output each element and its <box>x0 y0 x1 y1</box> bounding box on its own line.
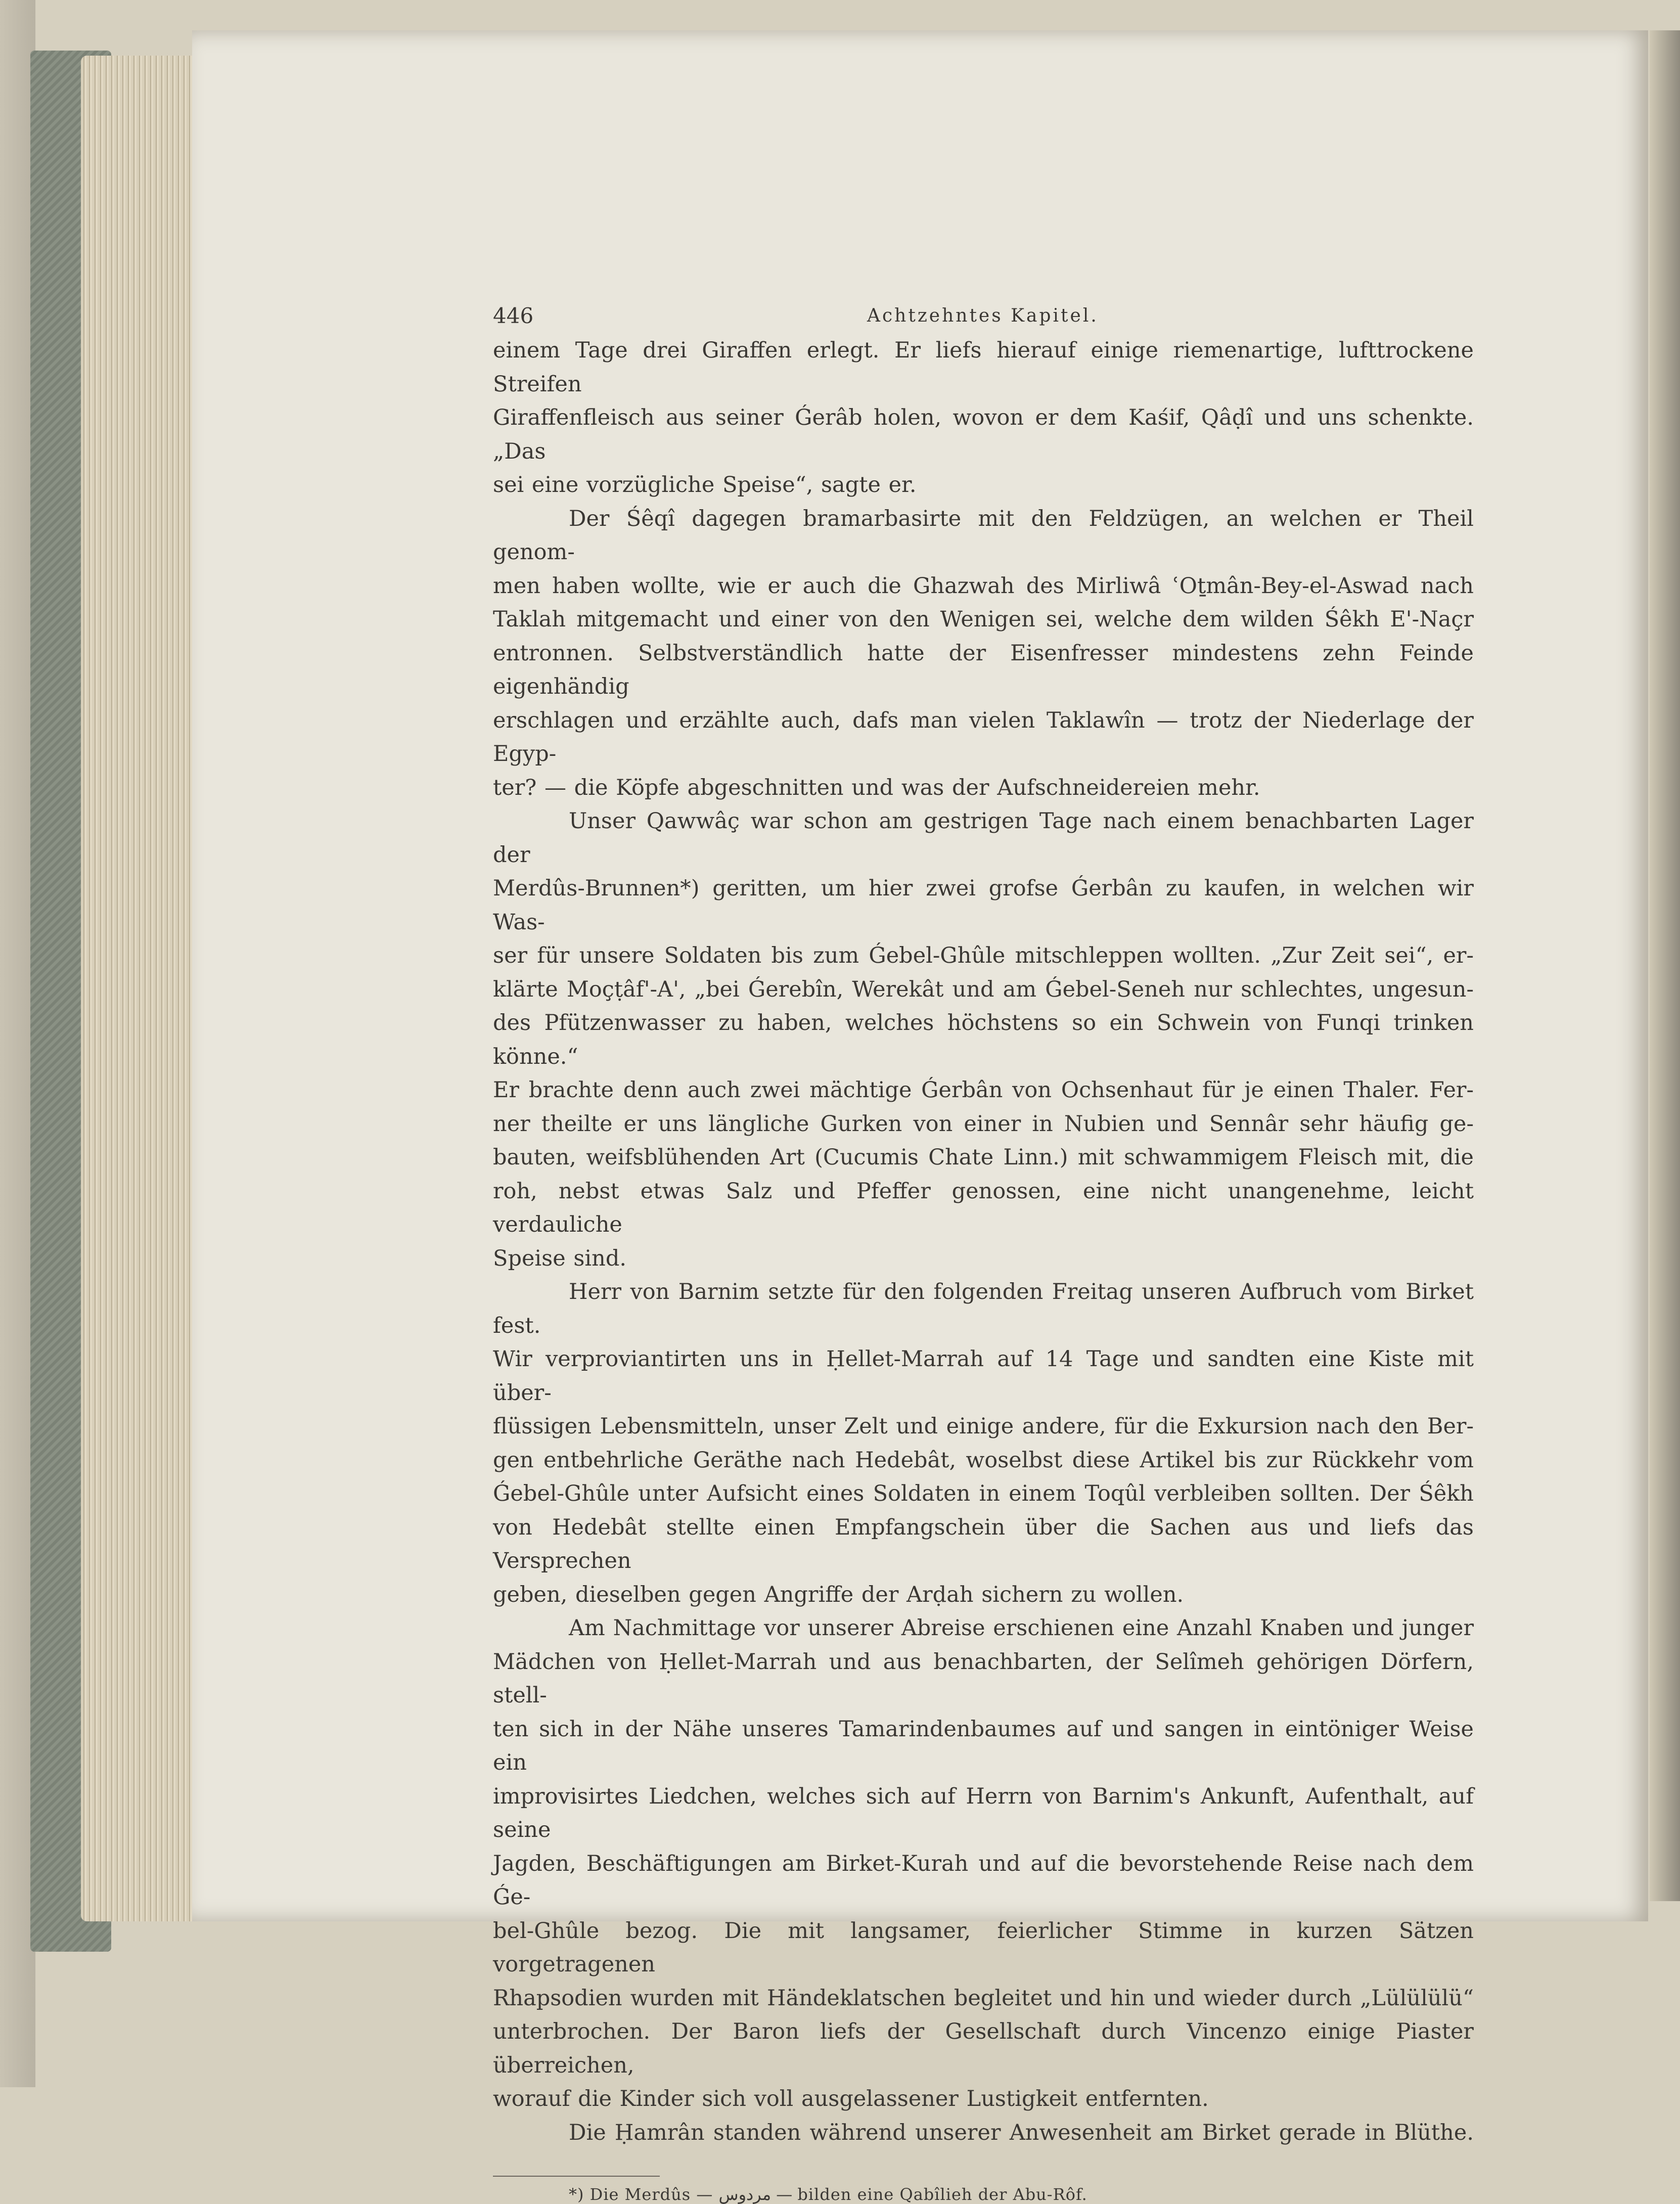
text-line: Am Nachmittage vor unserer Abreise erschienen eine Anzahl Knaben und junger <box>569 1615 1474 1641</box>
footnote: *) Die Merdûs — مردوس — bilden eine Qabîlieh der Abu-Rôf. <box>569 2185 1087 2204</box>
text-line: Unser Qawwâç war schon am gestrigen Tage nach einem benachbarten Lager der <box>493 808 1474 868</box>
running-head <box>493 303 1474 334</box>
text-line: bauten, weifsblühenden Art (Cucumis Chate Linn.) mit schwammigem Fleisch mit, die <box>493 1145 1474 1170</box>
text-line: Der Śêqî dagegen bramarbasirte mit den Feldzügen, an welchen er Theil genom- <box>493 506 1474 565</box>
page-gutter-shadow <box>1650 30 1680 1901</box>
text-line: erschlagen und erzählte auch, dafs man vielen Taklawîn — trotz der Niederlage der Egyp- <box>493 707 1474 767</box>
page-number: 446 <box>493 303 534 328</box>
text-line: roh, nebst etwas Salz und Pfeffer genossen, eine nicht unangenehme, leicht verdauliche <box>493 1178 1474 1237</box>
text-line: worauf die Kinder sich voll ausgelassener Lustigkeit entfernten. <box>493 2086 1209 2111</box>
text-line: flüssigen Lebensmitteln, unser Zelt und einige andere, für die Exkursion nach den Ber- <box>493 1414 1474 1439</box>
text-block <box>493 303 1474 2204</box>
text-line: geben, dieselben gegen Angriffe der Arḍah sichern zu wollen. <box>493 1582 1184 1607</box>
text-line: Mädchen von Ḥellet-Marrah und aus benachbarten, der Selîmeh gehörigen Dörfern, stell- <box>493 1649 1474 1708</box>
text-line: Jagden, Beschäftigungen am Birket-Kurah und auf die bevorstehende Reise nach dem Ǵe- <box>493 1851 1474 1910</box>
text-line: unterbrochen. Der Baron liefs der Gesellschaft durch Vincenzo einige Piaster überreichen, <box>493 2019 1474 2078</box>
chapter-title: Achtzehntes Kapitel. <box>867 305 1099 326</box>
text-line: improvisirtes Liedchen, welches sich auf Herrn von Barnim's Ankunft, Aufenthalt, auf seine <box>493 1783 1474 1842</box>
text-line: sei eine vorzügliche Speise“, sagte er. <box>493 472 917 498</box>
text-line: ter? — die Köpfe abgeschnitten und was der Aufschneidereien mehr. <box>493 775 1260 800</box>
text-line: gen entbehrliche Geräthe nach Hedebât, woselbst diese Artikel bis zur Rückkehr vom <box>493 1447 1474 1473</box>
text-line: Die Ḥamrân standen während unserer Anwesenheit am Birket gerade in Blüthe. <box>569 2120 1474 2145</box>
text-line: Merdûs-Brunnen*) geritten, um hier zwei grofse Ǵerbân zu kaufen, in welchen wir Was- <box>493 876 1474 935</box>
text-line: ten sich in der Nähe unseres Tamarindenbaumes auf und sangen in eintöniger Weise ein <box>493 1716 1474 1775</box>
text-line: Herr von Barnim setzte für den folgenden Freitag unseren Aufbruch vom Birket fest. <box>493 1279 1474 1338</box>
text-line: Wir verproviantirten uns in Ḥellet-Marrah auf 14 Tage und sandten eine Kiste mit über- <box>493 1346 1474 1406</box>
text-line: Ǵebel-Ghûle unter Aufsicht eines Soldaten in einem Toqûl verbleiben sollten. Der Śêkh <box>493 1481 1474 1506</box>
text-line: entronnen. Selbstverständlich hatte der Eisenfresser mindestens zehn Feinde eigenhändig <box>493 640 1474 699</box>
text-line: Giraffenfleisch aus seiner Ǵerâb holen, wovon er dem Kaśif, Qâḍî und uns schenkte. „Das <box>493 405 1474 464</box>
text-line: ner theilte er uns längliche Gurken von einer in Nubien und Sennâr sehr häufig ge- <box>493 1111 1474 1137</box>
body-text <box>493 334 1474 2149</box>
text-line: Taklah mitgemacht und einer von den Wenigen sei, welche dem wilden Śêkh E'-Naçr <box>493 607 1474 632</box>
text-line: Speise sind. <box>493 1245 627 1271</box>
text-line: ser für unsere Soldaten bis zum Ǵebel-Ghûle mitschleppen wollten. „Zur Zeit sei“, er- <box>493 943 1474 968</box>
text-line: bel-Ghûle bezog. Die mit langsamer, feierlicher Stimme in kurzen Sätzen vorgetragenen <box>493 1918 1474 1977</box>
text-line: von Hedebât stellte einen Empfangschein über die Sachen aus und liefs das Versprechen <box>493 1514 1474 1573</box>
footnote-rule <box>493 2176 660 2177</box>
text-line: einem Tage drei Giraffen erlegt. Er liefs hierauf einige riemenartige, lufttrockene Streifen <box>493 338 1474 397</box>
text-line: des Pfützenwasser zu haben, welches höchstens so ein Schwein von Funqi trinken könne.“ <box>493 1010 1474 1069</box>
text-line: klärte Moçṭâf'-A', „bei Ǵerebîn, Werekât und am Ǵebel-Seneh nur schlechtes, ungesun- <box>493 976 1474 1002</box>
text-line: men haben wollte, wie er auch die Ghazwah des Mirliwâ ʿOṯmân-Bey-el-Aswad nach <box>493 573 1474 599</box>
text-line: Rhapsodien wurden mit Händeklatschen begleitet und hin und wieder durch „Lülülülü“ <box>493 1985 1474 2011</box>
text-line: Er brachte denn auch zwei mächtige Ǵerbân von Ochsenhaut für je einen Thaler. Fer- <box>493 1077 1474 1103</box>
